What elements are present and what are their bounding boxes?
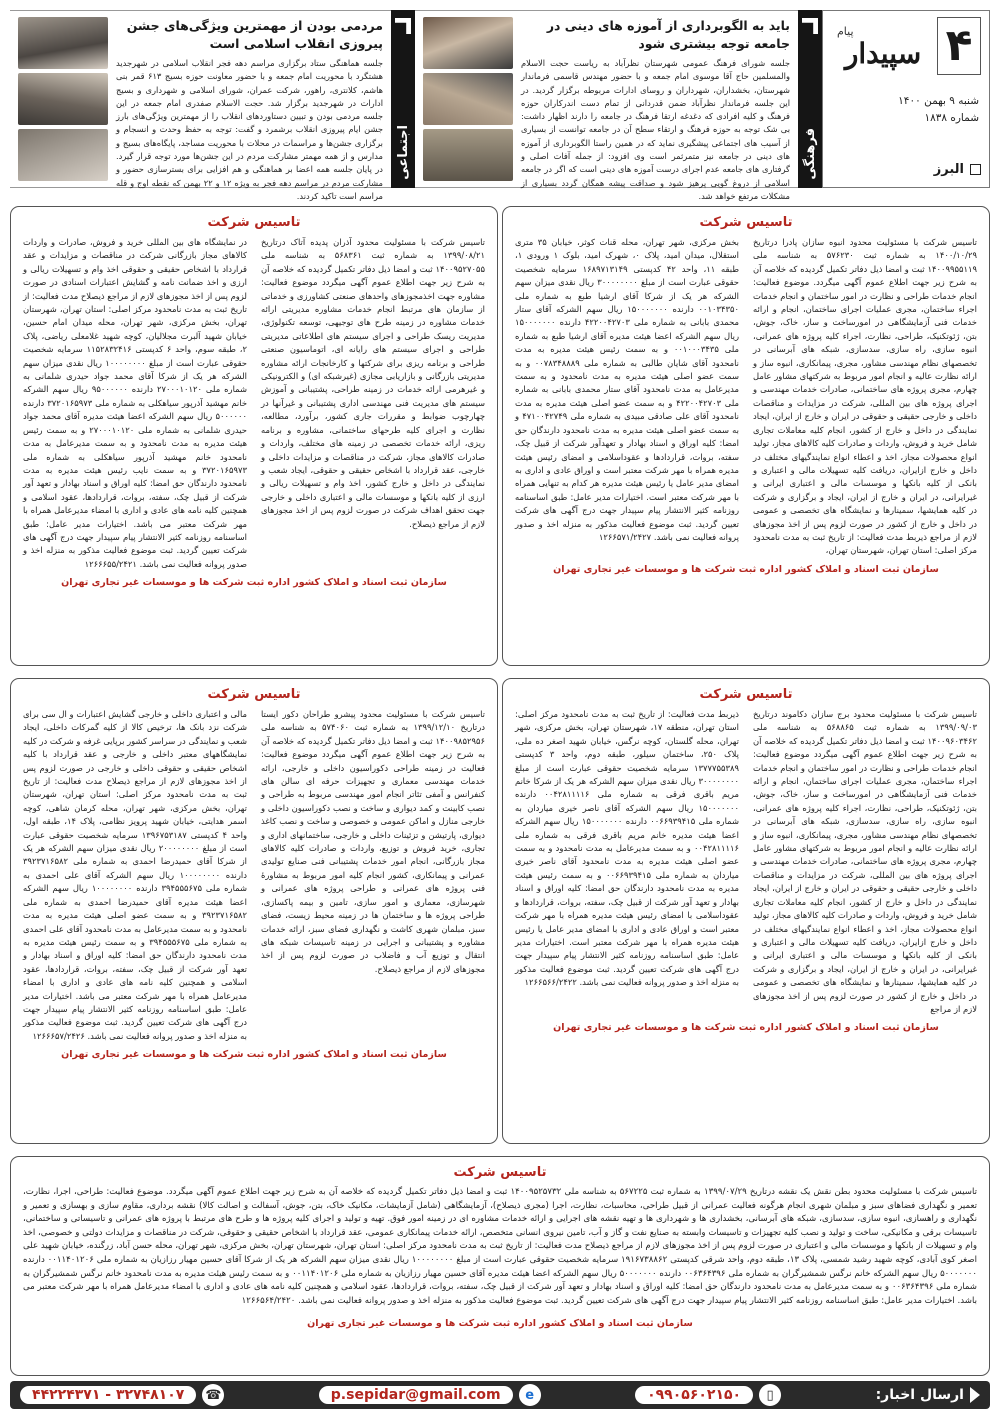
logo-main-text: سپیدار bbox=[844, 37, 922, 70]
article-text: جلسه شورای فرهنگ عمومی شهرستان نظرآباد به ریاست حجت الاسلام والمسلمین حاج آقا موسوی امام جمعه و با حضور مهندس قاسمی فرماندار شهرستان، بخشداران، شهرداران و روسای ادارات مربوطه برگزار گردید. در این جلسه فرماندار نظرآباد ضمن قدردانی از تمام دست اندرکاران حوزه فرهنگ و کلیه افرادی که دغدغه ارتقا فرهنگ در جامعه را دارند اظهار داشت: بی شک توجه به حوزه فرهنگ و ارتقاء سطح آن در جامعه توانست از بسیاری از آسیب های اجتماعی پیشگیری نماید که در همین راستا الگوبرداری از آموزه های دینی در جامعه نیز متمرثمر است وی افزود: از جمله آفات اصلی و گرفتاری های جامعه عدم اجرای درست آموزه های دینی است که اگر در جامعه اسلامی از دروغ گویی پرهیز شود و صداقت پیشه همگان گردد بسیاری از مشکلات مرتفع خواهد شد. bbox=[521, 58, 790, 201]
news-article-social bbox=[10, 10, 391, 201]
send-news-label: ارسال اخبار: bbox=[876, 1387, 980, 1403]
square-bullet-icon bbox=[970, 164, 981, 175]
article-photo bbox=[18, 17, 108, 69]
mobile-phone-icon: ▯ bbox=[759, 1384, 781, 1406]
news-article-culture bbox=[415, 10, 798, 201]
notice-column-right: تاسیس شرکت با مسئولیت محدود برج سازان دکاموند درتاریخ ۱۳۹۹/۰۹/۰۳ به شماره ثبت ۵۶۸۸۶۵ به شناسه ملی ۱۴۰۰۹۶۰۳۴۶۲ ثبت و امضا ذیل دفاتر تکمیل گردیده که خلاصه آن به شرح زیر جهت اطلاع عموم آگهی میگردد موضوع فعالیت: انجام خدمات طراحی و نظارت در امور ساختمان و انجام خدمات اجراء ساختمان، مجری عملیات اجرای ساختمان، انجام و ارائه خدمات فنی آزمایشگاهی در امورساخت و ساز، خاک، جوش، بتن، ژئوتکنیک، طراحی، نظارت، اجراء کلیه پروژه های عمرانی، انبوه سازی، راه سازی، سدسازی، شبکه های آبرسانی در تخصصهای نظام مهندسی مشاور، مجری، پیمانکاری، انبوه ساز و ارائه نظارت عالیه و انجام امور مربوط به شرکتهای مشاور عامل چهارم، مجری پروژه های ساختمانی، صادرات خدمات مهندسی و اجرای پروژه های بین المللی، شرکت در مزایدات و مناقصات داخلی و خارجی حقیقی و حقوقی در ایران و خارج از ایران، ایجاد نمایندگی در داخل و خارج از کشور، انجام کلیه معاملات تجاری شامل خرید و فروش، واردات و صادرات کلیه کالاهای مجاز، تولید انواع محصولات مجاز، اخذ و اعطاء انواع نمایندگیهای مختلف در داخل و خارج ازایران، دریافت کلیه تسهیلات مالی و اعتباری و بانکی از کلیه بانکها و موسسات مالی و اعتباری ایرانی و غیرایرانی، در ایران و خارج از ایران، ایجاد و برگزاری و شرکت در کلیه همایشها، سمینارها و نمایشگاه های تخصصی و عمومی در داخل و خارج از کشور در صورت لزوم پس از اخذ مجوزهای لازم از مراجع bbox=[753, 709, 977, 1014]
mobile-number[interactable]: ۰۹۹۰۵۶۰۲۱۵۰ bbox=[635, 1386, 753, 1404]
telephone-icon: ☎ bbox=[202, 1384, 224, 1406]
phone-contact[interactable] bbox=[20, 1384, 224, 1406]
article-photo bbox=[423, 17, 513, 69]
corner-arrow-icon bbox=[802, 18, 818, 34]
notice-issuer: سازمان ثبت اسناد و املاک کشور اداره ثبت شرکت ها و موسسات غیر تجاری تهران bbox=[61, 1049, 447, 1061]
mobile-contact[interactable] bbox=[635, 1384, 781, 1406]
notice-title: تاسیس شرکت bbox=[699, 215, 793, 230]
notice-column-left: در نمایشگاه های بین المللی خرید و فروش، صادرات و واردات کالاهای مجاز بازرگانی شرکت در مناقصات و مزایدات و عقد قرارداد با اشخاص حقیقی و حقوقی اخذ وام و تسهیلات ریالی و ارزی و اخذ ضمانت نامه و گشایش اعتبارات اسنادی در صورت لزوم پس از اخذ مجوزهای لازم از مراجع ذیصلاح مدت فعالیت: از تاریخ ثبت به مدت نامحدود مرکز اصلی: استان تهران، شهرستان تهران، بخش مرکزی، شهر تهران، محله میدان امام حسین، خیابان شهید آلبرت مجلالیان، کوچه شهید غلامعلی ریاضی، پلاک ۲، طبقه سوم، واحد ۶ کدپستی ۱۱۵۲۸۳۲۴۱۶ سرمایه شخصیت حقوقی عبارت است از مبلغ ۱۰۰۰۰۰۰۰۰ ریال نقدی میزان سهم الشرکه هر یک از شرکا آقای محمد جواد حیدری شلمانی به شماره ملی ۲۷۰۰۰۱۰۱۲۰ دارنده ۹۵۰۰۰۰۰۰ ریال سهم الشرکه خانم مهشید آذرپور سیاهکلی به شماره ملی ۳۷۲۰۱۶۵۹۷۳ دارنده ۵۰۰۰۰۰۰ ریال سهم الشرکه اعضا هیئت مدیره آقای محمد جواد حیدری شلمانی به شماره ملی ۲۷۰۰۰۱۰۱۲۰ و به سمت رئیس هیئت مدیره به مدت نامحدود و به سمت مدیرعامل به مدت نامحدود خانم مهشید آذرپور سیاهکلی به شماره ملی ۳۷۲۰۱۶۵۹۷۳ و به سمت نایب رئیس هیئت مدیره به مدت نامحدود دارندگان حق امضا: کلیه اوراق و اسناد بهادار و تعهد آور شرکت از قبیل چک، سفته، بروات، قراردادها، عقود اسلامی و همچنین کلیه نامه های عادی و اداری با امضاء مدیرعامل همراه با مهر شرکت معتبر می باشد. اختیارات مدیر عامل: طبق اساسنامه روزنامه کثیر الانتشار پیام سپیدار جهت درج آگهی های شرکت تعیین گردید. ثبت موضوع فعالیت مذکور به منزله اخذ و صدور پروانه فعالیت نمی باشد. ۱۲۶۶۶۵۵/۲۴۲۱ bbox=[23, 237, 247, 569]
notice-column-left: مالی و اعتباری داخلی و خارجی گشایش اعتبارات و ال سی برای شرکت نزد بانک ها، ترخیص کالا از کلیه گمرکات داخلی، ایجاد شعب و نمایندگی در سراسر کشور برپایی غرفه و شرکت در کلیه نمایشگاههای معتبر داخلی و خارجی و عقد قرارداد با کلیه اشخاص حقیقی و حقوقی داخلی و خارجی در صورت لزوم پس از اخذ مجوزهای لازم از مراجع ذیصلاح مدت فعالیت: از تاریخ ثبت به مدت نامحدود مرکز اصلی: استان تهران، شهرستان تهران، بخش مرکزی، شهر تهران، محله کرمان شاهی، کوچه اسمر هدایتی، خیابان شهید پرویز نظامی، پلاک ۱۴، طبقه اول، واحد ۴ کدپستی ۱۳۹۶۷۵۳۱۸۷ سرمایه شخصیت حقوقی عبارت است از مبلغ ۲۰۰۰۰۰۰۰۰ ریال نقدی میزان سهم الشرکه هر یک از شرکا آقای حمیدرضا احمدی به شماره ملی ۳۹۲۳۷۱۶۵۸۲ دارنده ۱۰۰۰۰۰۰۰۰ ریال سهم الشرکه آقای علی احمدی به شماره ملی ۳۹۴۵۵۵۶۷۵ دارنده ۱۰۰۰۰۰۰۰۰ ریال سهم الشرکه اعضا هیئت مدیره آقای حمیدرضا احمدی به شماره ملی ۳۹۲۳۷۱۶۵۸۲ و به سمت عضو اصلی هیئت مدیره به مدت نامحدود و به سمت مدیرعامل به مدت نامحدود آقای علی احمدی به شماره ملی ۳۹۴۵۵۵۶۷۵ و به سمت رئیس هیئت مدیره به مدت نامحدود دارندگان حق امضا: کلیه اوراق و اسناد بهادار و تعهد آور شرکت از قبیل چک، سفته، بروات، قراردادها، عقود اسلامی و همچنین کلیه نامه های عادی و اداری با امضاء مدیرعامل همراه با مهر شرکت معتبر می باشد. اختیارات مدیر عامل: طبق اساسنامه روزنامه کثیر الانتشار پیام سپیدار جهت درج آگهی های شرکت تعیین گردید. ثبت موضوع فعالیت مذکور به منزله اخذ و صدور پروانه فعالیت نمی باشد. ۱۲۶۶۶۵۷/۲۴۲۶ bbox=[23, 709, 248, 1041]
notice-body: تاسیس شرکت با مسئولیت محدود بطن نقش یک نقشه درتاریخ ۱۳۹۹/۰۷/۲۹ به شماره ثبت ۵۶۷۲۲۵ به شناسه ملی ۱۴۰۰۹۵۲۵۷۳۲ ثبت و امضا ذیل دفاتر تکمیل گردیده که خلاصه آن به شرح زیر جهت اطلاع عموم آگهی میگردد. موضوع فعالیت: طراحی، اجرا، نظارت، تعمیر و نگهداری فضاهای سبز و مبلمان شهری انجام هرگونه فعالیت عمرانی از قبیل طراحی، محاسبات، نظارت، اجرا (مجری ذیصلاح)، آزمایشگاهی (شامل آزمایشات، مکانیک خاک، بتن، جوش، آسفالت و اصالت کالا) نقشه برداری، مقاوم سازی و بهسازی و تعمیر و نگهداری و راهسازی، انبوه سازی، سدسازی، شبکه های آبرسانی، بخشداری ها و شهرداری ها و تهیه نقشه های اجرایی و ارائه خدمات مشاوره ای در زمینه امور فوق. تهیه و تولید و اجرای کلیه پروژه ها و طرح های مرتبط با پروژه های عمرانی و تاسیساتی و ساختمانی، تاسیسات برقی و مکانیکی، ساخت و تولید و نصب کلیه تجهیزات و تاسیسات وابسته به صنایع نفت و گاز و آب، تامین نیروی انسانی متخصص، ارائه خدمات پیمانکاری عمومی، عقد قرارداد با اشخاص حقیقی و حقوقی، شرکت در مناقصات و مزایدات دولتی و خصوصی، اخذ وام و تسهیلات از بانکها و موسسات مالی و اعتباری در صورت لزوم پس از اخذ مجوزهای لازم از مراجع ذیصلاح مدت فعالیت: از تاریخ ثبت به مدت نامحدود مرکز اصلی: استان تهران، شهرستان تهران، بخش مرکزی، شهر تهران، محله حسن آباد، زرگنده، خیابان شهید علی اصغر کوی آبادی، کوچه شهید رشید شمسی، پلاک ۱۳، طبقه دوم، واحد شرقی کدپستی ۱۹۱۶۷۳۸۸۶۲ سرمایه شخصیت حقوقی عبارت است از مبلغ ۱۰۰۰۰۰۰۰۰ ریال نقدی میزان سهم الشرکه هر یک از شرکا آقای حسین مهیار رزازیان به شماره ملی ۰۰۱۱۴۰۱۲۰۶ دارنده ۵۰۰۰۰۰۰۰ ریال سهم الشرکه خانم نرگس شمشیرگران به شماره ملی ۰۰۶۳۶۴۳۹۶ دارنده ۵۰۰۰۰۰۰۰ ریال سهم الشرکه اعضا هیئت مدیره آقای حسین مهیار رزازیان به شماره ملی ۰۰۱۱۴۰۱۲۰۶ و به سمت رئیس هیئت مدیره به مدت نامحدود خانم نرگس شمشیرگران به شماره ملی ۰۰۶۳۶۴۳۹۶ و به سمت مدیرعامل به مدت نامحدود دارندگان حق امضا: کلیه اوراق و اسناد بهادار و تعهد آور شرکت از قبیل چک، سفته، بروات، قراردادها، عقود اسلامی و همچنین کلیه نامه های عادی و اداری با امضاء مدیرعامل همراه با مهر شرکت معتبر می باشد. اختیارات مدیر عامل: طبق اساسنامه روزنامه کثیر الانتشار پیام سپیدار جهت درج آگهی های شرکت تعیین گردید. ثبت موضوع فعالیت مذکور به منزله اخذ و صدور پروانه فعالیت نمی باشد. ۱۲۶۶۵۶۴/۲۴۲۰ bbox=[23, 1187, 978, 1306]
notice-column-right: تاسیس شرکت با مسئولیت محدود آذران پدیده آتاک درتاریخ ۱۳۹۹/۰۸/۲۱ به شماره ثبت ۵۶۸۳۶۱ به شناسه ملی ۱۴۰۰۹۵۲۷۰۵۵ ثبت و امضا ذیل دفاتر تکمیل گردیده که خلاصه آن به شرح زیر جهت اطلاع عموم آگهی میگردد موضوع فعالیت: مشاوره جهت اخذمجوزهای واحدهای صنعتی کشاورزی و خدماتی از سازمان های مرتبط انجام خدمات مشاوره مدیریتی ارائه خدمات مشاوره در زمینه طرح های توجیهی، توسعه تکنولوژی، مدیریت ریسک طراحی و اجرای سیستم های اطلاعاتی مدیریتی طراحی و اجرای سیستم های رایانه ای، اتوماسیون صنعتی طراحی و برنامه ریزی برای شرکتها و کارخانجات ارائه مشاوره مدیریتی بازرگانی و بازاریابی مجازی (غیرشبکه ای) و الکترونیکی و غیرهرمی ارائه خدمات در زمینه طراحی، پشتیبانی و آموزش سیستم های مدیریت فنی مهندسی اداری پشتیبانی و غیرآنها در چهارچوب ضوابط و مقررات جاری کشور، برآورد، مطالعه، نظارت و اجرای کلیه طرحهای ساختمانی، مشاوره و برنامه ریزی، ارائه خدمات تخصصی در زمینه های مختلف، واردات و صادرات کالاهای مجاز، شرکت در مناقصات و مزایدات داخلی و خارجی، عقد قرارداد با اشخاص حقیقی و حقوقی، ایجاد شعب و نمایندگی در داخل و خارج کشور، اخذ وام و تسهیلات ریالی و ارزی از کلیه بانکها و موسسات مالی و اعتباری داخلی و خارجی جهت تحقق اهداف شرکت در صورت لزوم پس از اخذ مجوزهای لازم از مراجع ذیصلاح. bbox=[261, 237, 485, 529]
notice-issuer: سازمان ثبت اسناد و املاک کشور اداره ثبت شرکت ها و موسسات غیر تجاری تهران bbox=[61, 577, 447, 589]
notice-column-left: بخش مرکزی، شهر تهران، محله قنات کوثر، خیابان ۳۵ متری استقلال، میدان امید، پلاک ۰، شهرک امید، بلوک ۱ ورودی ۱، طبقه ۱۱، واحد ۴۲ کدپستی ۱۶۸۹۷۱۳۱۴۹ سرمایه شخصیت حقوقی عبارت است از مبلغ ۳۰۰۰۰۰۰۰۰ ریال نقدی میزان سهم الشرکه هر یک از شرکا آقای ارشیا طبع به شماره ملی ۰۰۱۰۳۴۳۵۰ دارنده ۱۵۰۰۰۰۰۰۰ ریال سهم الشرکه آقای ستار محمدی بابانی به شماره ملی ۴۲۲۰۰۴۲۷۰۳ دارنده ۱۵۰۰۰۰۰۰۰ ریال سهم الشرکه اعضا هیئت مدیره آقای ارشیا طبع به شماره ملی ۰۰۱۰۰۰۳۴۳۵ و به سمت رئیس هیئت مدیره به مدت نامحدود آقای شایان طالبی به شماره ملی ۰۰۷۸۳۴۸۸۸۹ و به سمت عضو اصلی هیئت مدیره به مدت نامحدود و به سمت مدیرعامل به مدت نامحدود آقای ستار محمدی بابانی به شماره ملی ۴۲۲۰۰۴۲۷۰۳ و به سمت عضو اصلی هیئت مدیره به مدت نامحدود آقای علی صادقی مبیدی به شماره ملی ۴۷۱۰۰۴۲۷۴۹ و به سمت عضو اصلی هیئت مدیره به مدت نامحدود دارندگان حق امضا: کلیه اوراق و اسناد بهادار و تعهدآور شرکت از قبیل چک، سفته، بروات، قراردادها و عقوداسلامی و امضای رئیس هیئت مدیره همراه با مهر شرکت معتبر است و اوراق عادی و اداری به امضای مدیر عامل یا رئیس هیئت مدیره هر کدام به تنهایی همراه با مهر شرکت معتبر است. اختیارات مدیر عامل: طبق اساسنامه روزنامه کثیر الانتشار پیام سپیدار جهت درج آگهی های شرکت تعیین گردید. ثبت موضوع فعالیت مذکور به منزله اخذ و صدور پروانه فعالیت نمی باشد. ۱۲۶۶۵۷۱/۲۴۲۷ bbox=[515, 237, 739, 542]
notice-column-right: تاسیس شرکت با مسئولیت محدود پیشرو طراحان دکور ایستا درتاریخ ۱۳۹۹/۱۲/۱۰ به شماره ثبت ۵۷۴۰۶۰ به شناسه ملی ۱۴۰۰۹۸۵۲۹۵۶ ثبت و امضا ذیل دفاتر تکمیل گردیده که خلاصه آن به شرح زیر جهت اطلاع عموم آگهی میگردد موضوع فعالیت: فعالیت در زمینه طراحی دکوراسیون داخلی و خارجی، ارائه خدمات مهندسی معماری و تجهیزات حرفه ای سالن های کنفرانس و آمفی تئاتر انجام امور مهندسی مربوط به طراحی و نصب کابینت و کمد دیواری و ساخت و نصب دکوراسیون داخلی و خارجی منازل و اماکن عمومی و خصوصی و ساخت و نصب کاغذ دیواری، پارتیشن و تزئینات داخلی و خارجی، ساختمانهای اداری و تجاری، خرید فروش و توزیع، واردات و صادرات کلیه کالاهای مجاز بازرگانی، انجام امور خدمات پشتیبانی فنی صنایع تولیدی عمرانی و پیمانکاری، کشور انجام کلیه امور مربوط به مشاورهٔ فنی پروژه های عمرانی و طراحی پروژه های عمرانی و شهرسازی، معماری و امور سازی، تامین و بیمه پاکسازی، طراحی پروژه ها و ساختمان ها در زمینه محیط زیست، فضای سبز، مبلمان شهری کاشت و نگهداری فضای سبز، ارائه خدمات مشاوره و پشتیبانی و اجرایی در زمینه تاسیسات شبکه های انتقال و توزیع آب و فاضلاب در صورت لزوم پس از اخذ مجوزهای لازم از مراجع ذیصلاح. bbox=[261, 709, 485, 974]
play-arrow-icon bbox=[970, 1387, 980, 1403]
email-icon: e bbox=[519, 1384, 541, 1406]
company-notice bbox=[10, 678, 498, 1144]
province-label: البرز bbox=[934, 162, 981, 177]
company-notice bbox=[10, 206, 498, 666]
article-photo bbox=[423, 129, 513, 181]
email-contact[interactable] bbox=[319, 1384, 541, 1406]
masthead bbox=[822, 10, 990, 188]
notice-issuer: سازمان ثبت اسناد و املاک کشور اداره ثبت شرکت ها و موسسات غیر تجاری تهران bbox=[307, 1318, 693, 1330]
article-photo bbox=[423, 73, 513, 125]
notice-column-left: ذیربط مدت فعالیت: از تاریخ ثبت به مدت نامحدود مرکز اصلی: استان تهران، منطقه ۱۷، شهرستان تهران، بخش مرکزی، شهر تهران، محله گلستان، کوچه نرگس، خیابان شهید اصغر ده ملی، پلاک ۲۵۰، ساختمان سیلور، طبقه دوم، واحد ۳ کدپستی ۱۳۷۷۷۵۵۳۸۹ سرمایه شخصیت حقوقی عبارت است از مبلغ ۳۰۰۰۰۰۰۰۰ ریال نقدی میزان سهم الشرکه هر یک از شرکا خانم مریم باقری فرقی به شماره ملی ۰۰۴۲۸۱۱۱۱۶ دارنده ۱۵۰۰۰۰۰۰۰ ریال سهم الشرکه آقای ناصر خیری میاردان به شماره ملی ۰۰۶۶۹۳۹۴۱۵ دارنده ۱۵۰۰۰۰۰۰۰ ریال سهم الشرکه اعضا هیئت مدیره خانم مریم باقری فرقی به شماره ملی ۰۰۴۲۸۱۱۱۱۶ و به سمت مدیرعامل به مدت نامحدود و به سمت عضو اصلی هیئت مدیره به مدت نامحدود آقای ناصر خیری میاردان به شماره ملی ۰۰۶۶۹۳۹۴۱۵ و به سمت رئیس هیئت مدیره به مدت نامحدود دارندگان حق امضا: کلیه اوراق و اسناد بهادار و تعهد آور شرکت از قبیل چک، سفته، بروات، قراردادها و عقوداسلامی با امضای رئیس هیئت مدیره همراه با مهر شرکت معتبر است و اوراق عادی و اداری با امضای مدیر عامل یا رئیس هیئت مدیره همراه با مهر شرکت معتبر است. اختیارات مدیر عامل: طبق اساسنامه روزنامه کثیر الانتشار پیام سپیدار جهت درج آگهی های شرکت تعیین گردید. ثبت موضوع فعالیت مذکور به منزله اخذ و صدور پروانه فعالیت نمی باشد. ۱۲۶۶۵۶۶/۲۴۲۲ bbox=[515, 709, 739, 988]
company-notice bbox=[502, 678, 990, 1144]
section-tab-social: اجتماعی bbox=[391, 10, 415, 188]
issue-date: شنبه ۹ بهمن ۱۴۰۰ bbox=[898, 95, 979, 107]
company-notice-wide bbox=[10, 1156, 990, 1376]
notice-column-right: تاسیس شرکت با مسئولیت محدود انبوه سازان پادرا درتاریخ ۱۴۰۰/۱۰/۲۹ به شماره ثبت ۵۷۶۲۳۰ به شناسه ملی ۱۴۰۰۹۹۵۵۱۱۹ ثبت و امضا ذیل دفاتر تکمیل گردیده که خلاصه آن به شرح زیر جهت اطلاع عموم آگهی میگردد. موضوع فعالیت: انجام خدمات طراحی و نظارت در امور ساختمان و انجام خدمات اجراء ساختمان، مجری عملیات اجرای ساختمان، انجام و ارائه خدمات فنی آزمایشگاهی در امورساخت و ساز، خاک، جوش، بتن، ژئوتکنیک، طراحی، نظارت، اجراء کلیه پروژه های عمرانی، انبوه سازی، راه سازی، سدسازی، شبکه های آبرسانی در تخصصهای نظام مهندسی مشاور، مجری، پیمانکاری، انبوه ساز و ارائه نظارت عالیه و انجام امور مربوط به شرکتهای مشاور عامل چهارم، مجری پروژه های ساختمانی، صادرات خدمات مهندسی و اجرای پروژه های بین المللی، شرکت در مزایدات و مناقصات داخلی و خارجی حقیقی و حقوقی در ایران و خارج از ایران، ایجاد نمایندگی در داخل و خارج از کشور، انجام کلیه معاملات تجاری شامل خرید و فروش، واردات و صادرات کلیه کالاهای مجاز، تولید انواع محصولات مجاز، اخذ و اعطاء انواع نمایندگیهای مختلف در داخل و خارج ازایران، دریافت کلیه تسهیلات مالی و اعتباری و بانکی از کلیه بانکها و موسسات مالی و اعتباری ایرانی و غیرایرانی، در ایران و خارج از ایران، ایجاد و برگزاری و شرکت در کلیه همایشها، سمینارها و نمایشگاه های تخصصی و عمومی در داخل و خارج از کشور در صورت لزوم پس از اخذ مجوزهای لازم از مراجع ذیربط مدت فعالیت: از تاریخ ثبت به مدت نامحدود مرکز اصلی: استان تهران، شهرستان تهران، bbox=[753, 237, 977, 556]
issue-info bbox=[898, 93, 979, 127]
company-notice bbox=[502, 206, 990, 666]
article-photo bbox=[18, 129, 108, 181]
notice-title: تاسیس شرکت bbox=[453, 1165, 547, 1180]
article-photos bbox=[18, 17, 108, 181]
newspaper-logo bbox=[831, 25, 935, 75]
article-headline: باید به الگوبرداری از آموزه های دینی در جامعه توجه بیشتری شود bbox=[546, 18, 790, 51]
notice-title: تاسیس شرکت bbox=[207, 215, 301, 230]
notice-issuer: سازمان ثبت اسناد و املاک کشور اداره ثبت شرکت ها و موسسات غیر تجاری تهران bbox=[553, 1022, 939, 1034]
article-text: جلسه هماهنگی ستاد برگزاری مراسم دهه فجر انقلاب اسلامی در شهرجدید هشتگرد با محوریت امام جمعه و با حضور معاونت حوزه بسیج ۶۱۳ قمر بنی هاشم، کلانتری، راهور، شرکت عمران، شورای اسلامی و شهرداری و بسیج ادارات در شهرجدید برگزار شد. حجت الاسلام صفدری امام جمعه در این جلسه مردمی بودن و تبیین دستاوردهای انقلاب را از مهمترین ویژگی‌های بارز جشن ایام پیروزی انقلاب برشمرد و گفت: توجه به حفظ وحدت و انسجام و برگزاری جشن‌ها و مراسمات در محلات با محوریت مساجد، پایگاه‌های بسیج و مدارس و از همه مهمتر مشارکت مردم در این جشن‌ها مورد توجه قرار گیرد. در پایان جلسه همه اعضا بر هماهنگی و هم افزایی برای بسترسازی حضور و مشارکت مردم در مراسم دهه فجر به ویژه ۱۲ و ۲۲ بهمن که نقطه اوج و قله مراسم است تاکید کردند. bbox=[116, 58, 384, 201]
contact-bar bbox=[10, 1381, 990, 1409]
phone-number[interactable]: ۴۴۲۲۴۳۷۱ - ۳۲۷۴۸۱۰۷ bbox=[20, 1386, 196, 1404]
notice-title: تاسیس شرکت bbox=[207, 687, 301, 702]
notice-title: تاسیس شرکت bbox=[699, 687, 793, 702]
article-photo bbox=[18, 73, 108, 125]
page-number: ۴ bbox=[937, 17, 981, 75]
email-address[interactable]: p.sepidar@gmail.com bbox=[319, 1386, 513, 1404]
article-headline: مردمی بودن از مهمترین ویژگی‌های جشن پیروزی انقلاب اسلامی است bbox=[126, 18, 383, 51]
issue-number: شماره ۱۸۳۸ bbox=[924, 112, 979, 124]
corner-arrow-icon bbox=[395, 18, 411, 34]
article-photos bbox=[423, 17, 513, 181]
page-header bbox=[10, 10, 990, 201]
logo-small-text: پیام bbox=[837, 25, 854, 38]
notice-issuer: سازمان ثبت اسناد و املاک کشور اداره ثبت شرکت ها و موسسات غیر تجاری تهران bbox=[553, 563, 939, 575]
section-tab-culture: فرهنگی bbox=[798, 10, 822, 188]
